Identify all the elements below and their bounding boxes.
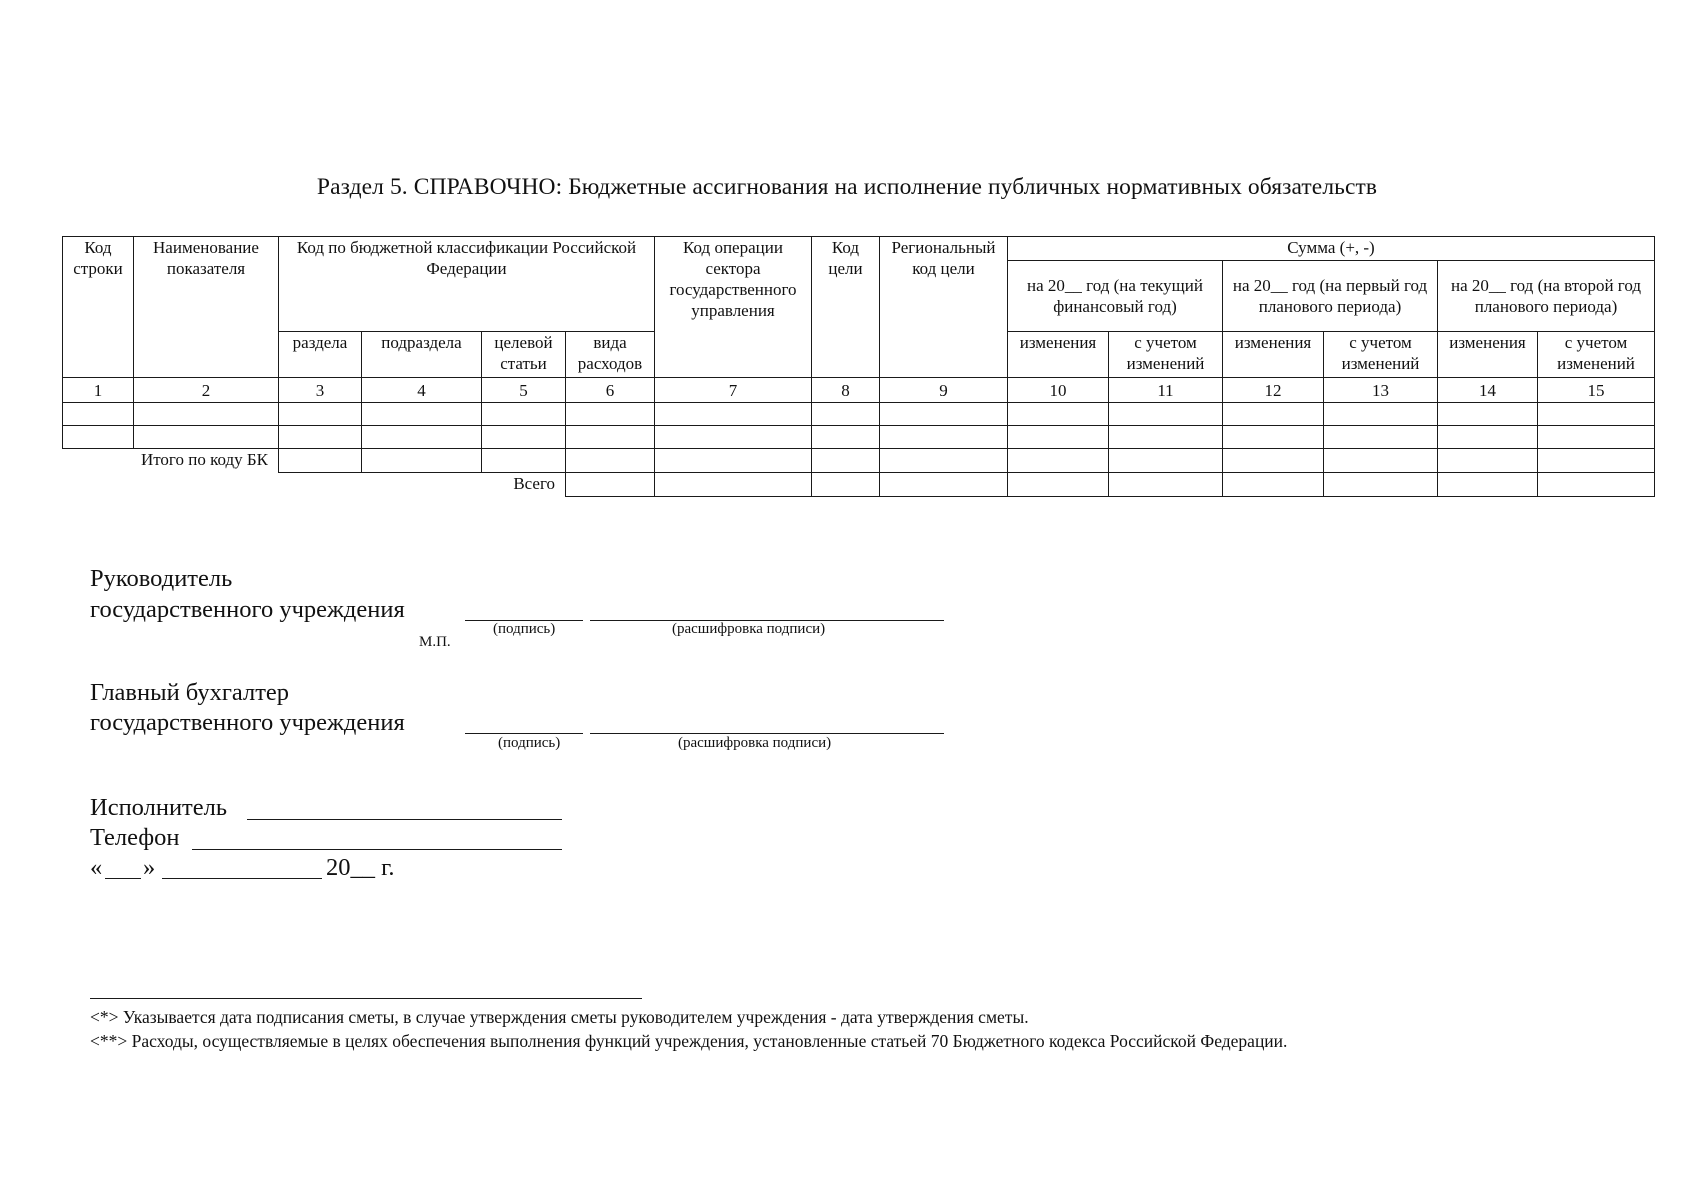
table-row: [63, 403, 1655, 426]
appropriations-table: [62, 236, 1655, 497]
col-num: 3: [279, 378, 362, 403]
empty-cell[interactable]: [812, 403, 880, 426]
col-num: 10: [1008, 378, 1109, 403]
date-open-quote: «: [90, 854, 103, 881]
header-section: раздела: [279, 332, 362, 378]
empty-cell[interactable]: [1008, 473, 1109, 497]
accountant-signature-caption: (подпись): [498, 735, 561, 751]
empty-cell[interactable]: [812, 426, 880, 449]
header-year-second: на 20__ год (на второй год планового периода): [1438, 261, 1655, 332]
col-num: 13: [1324, 378, 1438, 403]
col-num: 2: [134, 378, 279, 403]
empty-cell[interactable]: [1538, 473, 1655, 497]
header-name: Наименование показателя: [134, 237, 279, 378]
empty-cell[interactable]: [812, 473, 880, 497]
column-number-row: [63, 378, 1655, 403]
empty-cell[interactable]: [1223, 426, 1324, 449]
empty-cell[interactable]: [1008, 449, 1109, 473]
stamp-place-label: М.П.: [419, 634, 451, 650]
header-changes-1: изменения: [1008, 332, 1109, 378]
empty-cell[interactable]: [1223, 403, 1324, 426]
total-bk-row: [63, 449, 1655, 473]
empty-cell[interactable]: [655, 449, 812, 473]
col-num: 9: [880, 378, 1008, 403]
empty-cell[interactable]: [1324, 426, 1438, 449]
header-subsection: подраздела: [362, 332, 482, 378]
accountant-decode-line[interactable]: [590, 733, 944, 734]
date-month-line[interactable]: [162, 878, 322, 879]
empty-cell[interactable]: [1538, 449, 1655, 473]
header-exptype: вида расходов: [566, 332, 655, 378]
empty-cell[interactable]: [566, 449, 655, 473]
col-num: 5: [482, 378, 566, 403]
empty-cell[interactable]: [482, 449, 566, 473]
empty-cell[interactable]: [134, 426, 279, 449]
footnote-1: <*> Указывается дата подписания сметы, в случае утверждения сметы руководителем учреждения - дата утверждения сметы.: [90, 1007, 1029, 1027]
empty-cell[interactable]: [482, 403, 566, 426]
head-institution: государственного учреждения: [90, 596, 405, 623]
col-num: 6: [566, 378, 655, 403]
col-num: 15: [1538, 378, 1655, 403]
header-changes-2: изменения: [1223, 332, 1324, 378]
head-decode-caption: (расшифровка подписи): [672, 621, 826, 637]
header-regional: Региональный код цели: [880, 237, 1008, 378]
empty-cell[interactable]: [1008, 426, 1109, 449]
grand-total-row: [63, 473, 1655, 497]
col-num: 11: [1109, 378, 1223, 403]
header-goal: Код цели: [812, 237, 880, 378]
empty-cell[interactable]: [1109, 403, 1223, 426]
empty-cell[interactable]: [655, 426, 812, 449]
empty-cell[interactable]: [279, 449, 362, 473]
empty-cell[interactable]: [63, 426, 134, 449]
empty-cell[interactable]: [362, 449, 482, 473]
empty-cell[interactable]: [566, 403, 655, 426]
empty-cell[interactable]: [812, 449, 880, 473]
header-with-changes-2: с учетом изменений: [1324, 332, 1438, 378]
empty-cell[interactable]: [1008, 403, 1109, 426]
head-title: Руководитель: [90, 565, 233, 592]
header-bk: Код по бюджетной классификации Российской Федерации: [279, 237, 655, 332]
phone-line[interactable]: [192, 849, 562, 850]
empty-cell[interactable]: [566, 473, 655, 497]
empty-cell[interactable]: [566, 426, 655, 449]
col-num: 1: [63, 378, 134, 403]
empty-cell[interactable]: [655, 473, 812, 497]
empty-cell[interactable]: [1438, 426, 1538, 449]
empty-cell[interactable]: [279, 426, 362, 449]
table-row: [63, 426, 1655, 449]
empty-cell[interactable]: [1438, 449, 1538, 473]
empty-cell[interactable]: [1109, 426, 1223, 449]
col-num: 12: [1223, 378, 1324, 403]
date-year: 20__ г.: [326, 854, 395, 881]
head-signature-caption: (подпись): [493, 621, 556, 637]
empty-cell[interactable]: [880, 426, 1008, 449]
empty-cell[interactable]: [362, 403, 482, 426]
empty-cell[interactable]: [880, 449, 1008, 473]
empty-cell[interactable]: [880, 473, 1008, 497]
empty-cell[interactable]: [1324, 403, 1438, 426]
page-title: Раздел 5. СПРАВОЧНО: Бюджетные ассигнования на исполнение публичных нормативных обязательств: [316, 174, 1378, 200]
header-year-current: на 20__ год (на текущий финансовый год): [1008, 261, 1223, 332]
empty-cell[interactable]: [1324, 473, 1438, 497]
col-num: 14: [1438, 378, 1538, 403]
accountant-institution: государственного учреждения: [90, 709, 405, 736]
footnote-separator: [90, 998, 642, 999]
header-opcode: Код операции сектора государственного управления: [655, 237, 812, 378]
phone-label: Телефон: [90, 824, 180, 851]
header-target: целевой статьи: [482, 332, 566, 378]
col-num: 7: [655, 378, 812, 403]
accountant-signature-line[interactable]: [465, 733, 583, 734]
empty-cell[interactable]: [655, 403, 812, 426]
empty-cell[interactable]: [1438, 473, 1538, 497]
footnote-2: <**> Расходы, осуществляемые в целях обеспечения выполнения функций учреждения, установленные статьей 70 Бюджетного кодекса Российской Федерации.: [90, 1031, 1288, 1051]
empty-cell[interactable]: [362, 426, 482, 449]
empty-cell[interactable]: [482, 426, 566, 449]
header-code-row: Код строки: [63, 237, 134, 378]
empty-cell[interactable]: [1324, 449, 1438, 473]
empty-cell[interactable]: [1538, 426, 1655, 449]
col-num: 8: [812, 378, 880, 403]
empty-cell[interactable]: [134, 403, 279, 426]
grand-total-label: Всего: [513, 474, 555, 493]
accountant-title: Главный бухгалтер: [90, 679, 290, 706]
empty-cell[interactable]: [1109, 473, 1223, 497]
date-day-line[interactable]: [105, 878, 141, 879]
empty-cell[interactable]: [880, 403, 1008, 426]
executor-label: Исполнитель: [90, 794, 228, 821]
empty-cell[interactable]: [63, 403, 134, 426]
empty-cell[interactable]: [1438, 403, 1538, 426]
date-close-quote: »: [143, 854, 156, 881]
header-year-first: на 20__ год (на первый год планового периода): [1223, 261, 1438, 332]
accountant-decode-caption: (расшифровка подписи): [678, 735, 832, 751]
empty-cell[interactable]: [1223, 473, 1324, 497]
header-with-changes-1: с учетом изменений: [1109, 332, 1223, 378]
empty-cell[interactable]: [1538, 403, 1655, 426]
empty-cell[interactable]: [1223, 449, 1324, 473]
header-sum: Сумма (+, -): [1008, 237, 1655, 261]
empty-cell[interactable]: [279, 403, 362, 426]
header-changes-3: изменения: [1438, 332, 1538, 378]
executor-line[interactable]: [247, 819, 562, 820]
header-with-changes-3: с учетом изменений: [1538, 332, 1655, 378]
empty-cell[interactable]: [1109, 449, 1223, 473]
col-num: 4: [362, 378, 482, 403]
total-bk-label: Итого по коду БК: [140, 450, 268, 469]
